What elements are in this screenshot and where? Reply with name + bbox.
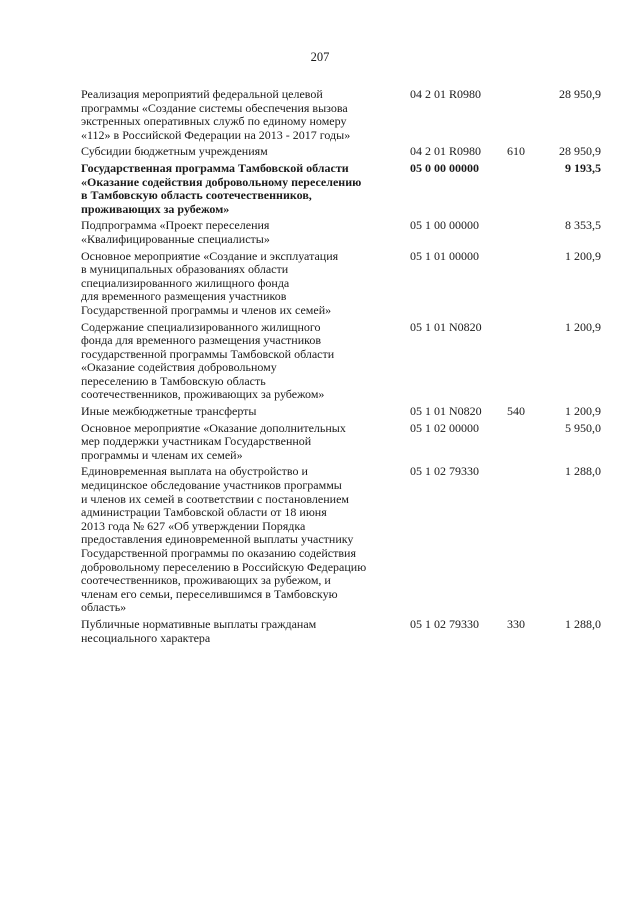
item-code: 05 0 00 00000 — [410, 160, 479, 175]
table-row — [81, 88, 601, 142]
expense-type — [507, 219, 537, 246]
item-code: 05 1 02 79330 — [410, 464, 479, 479]
item-code: 05 1 01 N0820 — [410, 319, 482, 334]
item-name: Субсидии бюджетным учреждениям — [81, 144, 268, 159]
table-row — [81, 219, 601, 246]
item-name: Единовременная выплата на обустройство и медицинское обследование участников программы и членов их семей в соответствии с постановлением администрации Тамбовской области от 18 июня 2013 года № 627 «Об утверждении Порядка предоставления единовременной выплаты участнику Государственной программы по оказанию содействия добровольному переселению в Российскую Федерацию соотечественников, проживающих за рубежом, и членам его семьи, переселившимся в Тамбовскую область» — [81, 464, 367, 615]
table-row — [81, 145, 601, 159]
expense-type — [507, 321, 537, 403]
item-amount: 1 200,9 — [565, 319, 601, 334]
item-name: Содержание специализированного жилищного фонда для временного размещения участников государственной программы Тамбовской области «Оказание содействия добровольному переселению в Тамбовскую область соотечественников, проживающих за рубежом» — [81, 319, 335, 402]
table-row — [81, 250, 601, 318]
item-amount: 1 288,0 — [565, 616, 601, 631]
table-row — [81, 162, 601, 216]
item-code: 05 1 02 00000 — [410, 420, 479, 435]
item-code: 05 1 01 00000 — [410, 248, 479, 263]
item-name: Основное мероприятие «Оказание дополнительных мер поддержки участникам Государственной программы и членам их семей» — [81, 420, 346, 462]
item-name: Подпрограмма «Проект переселения «Квалифицированные специалисты» — [81, 218, 270, 246]
item-amount: 1 288,0 — [565, 464, 601, 479]
table-row — [81, 618, 601, 645]
expense-type — [507, 162, 537, 216]
item-amount: 5 950,0 — [565, 420, 601, 435]
budget-table — [81, 88, 601, 648]
item-code: 05 1 01 N0820 — [410, 404, 482, 419]
table-row — [81, 422, 601, 463]
item-amount: 9 193,5 — [565, 160, 601, 175]
item-name: Иные межбюджетные трансферты — [81, 404, 257, 419]
item-amount: 1 200,9 — [565, 248, 601, 263]
expense-type — [507, 422, 537, 463]
item-name: Реализация мероприятий федеральной целевой программы «Создание системы обеспечения вызова экстренных оперативных служб по единому номеру «112» в Российской Федерации на 2013 - 2017 годы» — [81, 87, 351, 142]
expense-type — [507, 465, 537, 615]
item-name: Основное мероприятие «Создание и эксплуатация в муниципальных образованиях области специализированного жилищного фонда для временного размещения участников Государственной программы и членов их семей» — [81, 248, 339, 317]
item-amount: 28 950,9 — [559, 144, 601, 159]
item-name: Государственная программа Тамбовской области «Оказание содействия добровольному переселению в Тамбовскую область соотечественников, проживающих за рубежом» — [81, 160, 362, 216]
expense-type: 610 — [507, 144, 525, 159]
table-row — [81, 465, 601, 615]
expense-type: 540 — [507, 404, 525, 419]
item-code: 05 1 00 00000 — [410, 218, 479, 233]
item-name: Публичные нормативные выплаты гражданам несоциального характера — [81, 616, 317, 645]
expense-type — [507, 88, 537, 142]
table-row — [81, 405, 601, 419]
item-amount: 28 950,9 — [559, 87, 601, 101]
item-amount: 8 353,5 — [565, 218, 601, 233]
item-code: 04 2 01 R0980 — [410, 87, 482, 101]
item-amount: 1 200,9 — [565, 404, 601, 419]
page-number: 207 — [310, 50, 330, 64]
item-code: 04 2 01 R0980 — [410, 144, 482, 159]
expense-type: 330 — [507, 616, 525, 631]
table-row — [81, 321, 601, 403]
item-code: 05 1 02 79330 — [410, 616, 479, 631]
expense-type — [507, 250, 537, 318]
